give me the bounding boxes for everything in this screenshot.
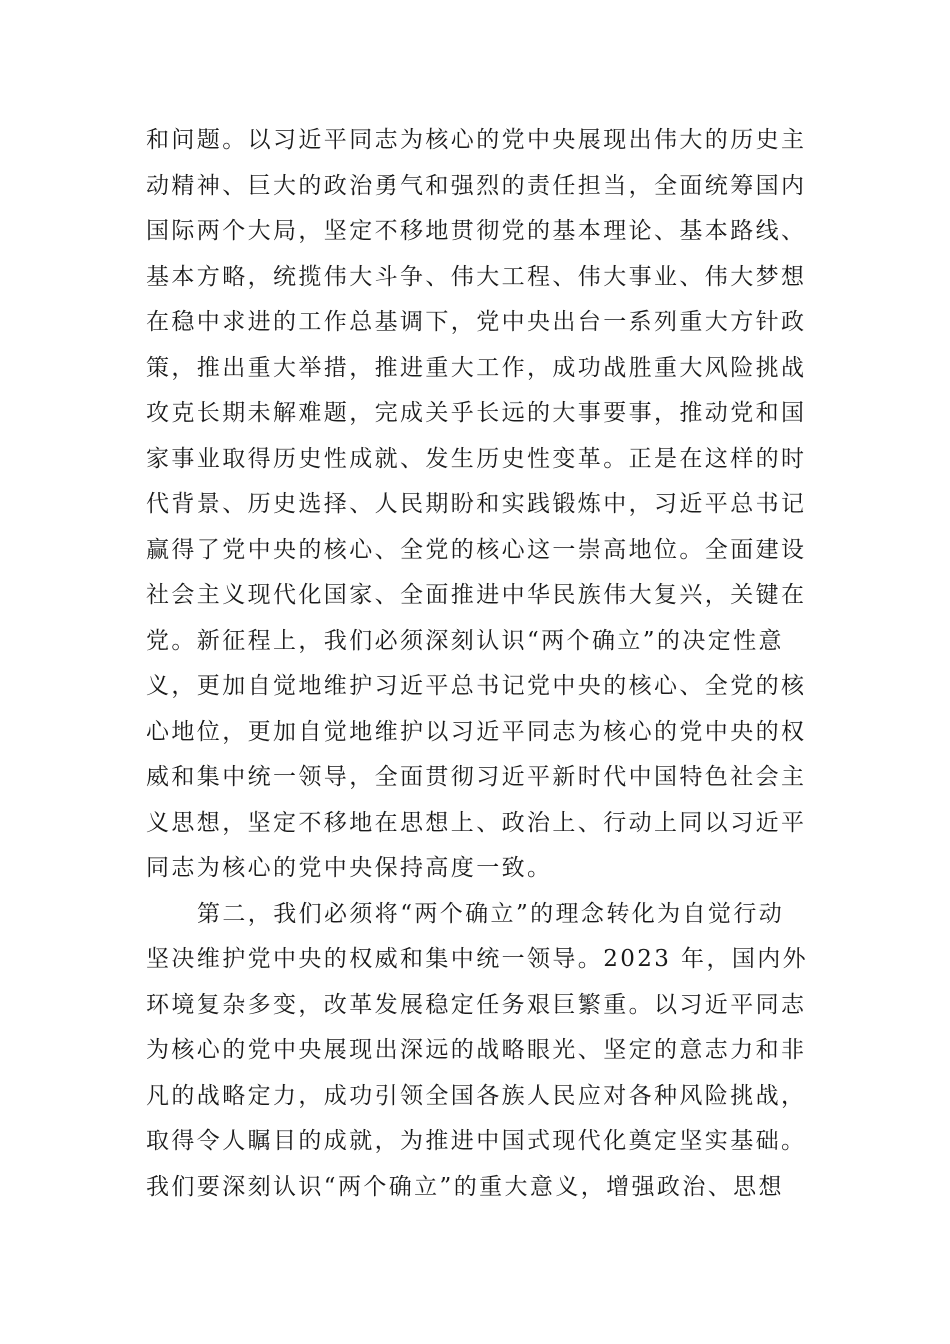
text-line: 家事业取得历史性成就、发生历史性变革。正是在这样的时 <box>146 445 807 472</box>
text-line: 动精神、巨大的政治勇气和强烈的责任担当，全面统筹国内 <box>146 172 807 199</box>
document-body <box>146 118 811 1210</box>
text-line: 同志为核心的党中央保持高度一致。 <box>146 855 553 881</box>
text-line: 和问题。以习近平同志为核心的党中央展现出伟大的历史主 <box>146 127 807 153</box>
text-line: 国际两个大局，坚定不移地贯彻党的基本理论、基本路线、 <box>146 218 807 244</box>
text-line: 在稳中求进的工作总基调下，党中央出台一系列重大方针政 <box>146 309 807 335</box>
text-line: 取得令人瞩目的成就，为推进中国式现代化奠定坚实基础。 <box>146 1128 807 1154</box>
text-line: 为核心的党中央展现出深远的战略眼光、坚定的意志力和非 <box>146 1037 807 1063</box>
text-line: 义，更加自觉地维护习近平总书记党中央的核心、全党的核 <box>146 673 807 699</box>
text-line: 社会主义现代化国家、全面推进中华民族伟大复兴，关键在 <box>146 582 807 608</box>
text-line: 义思想，坚定不移地在思想上、政治上、行动上同以习近平 <box>146 809 807 836</box>
text-line: 环境复杂多变，改革发展稳定任务艰巨繁重。以习近平同志 <box>146 991 807 1018</box>
text-line: 心地位，更加自觉地维护以习近平同志为核心的党中央的权 <box>146 718 807 745</box>
text-line: 代背景、历史选择、人民期盼和实践锻炼中，习近平总书记 <box>146 491 807 517</box>
paragraph-start-line: 第二，我们必须将“两个确立”的理念转化为自觉行动 <box>197 900 785 927</box>
text-line: 基本方略，统揽伟大斗争、伟大工程、伟大事业、伟大梦想 <box>146 263 807 290</box>
text-line: 攻克长期未解难题，完成关乎长远的大事要事，推动党和国 <box>146 400 807 426</box>
text-line: 坚决维护党中央的权威和集中统一领导。2023 年，国内外 <box>146 946 809 972</box>
text-line: 赢得了党中央的核心、全党的核心这一崇高地位。全面建设 <box>146 536 807 563</box>
text-line: 我们要深刻认识“两个确立”的重大意义，增强政治、思想 <box>146 1173 784 1200</box>
text-line: 策，推出重大举措，推进重大工作，成功战胜重大风险挑战 <box>146 354 807 381</box>
text-line: 党。新征程上，我们必须深刻认识“两个确立”的决定性意 <box>146 627 784 654</box>
text-line: 威和集中统一领导，全面贯彻习近平新时代中国特色社会主 <box>146 764 807 790</box>
text-line: 凡的战略定力，成功引领全国各族人民应对各种风险挑战， <box>146 1082 807 1109</box>
